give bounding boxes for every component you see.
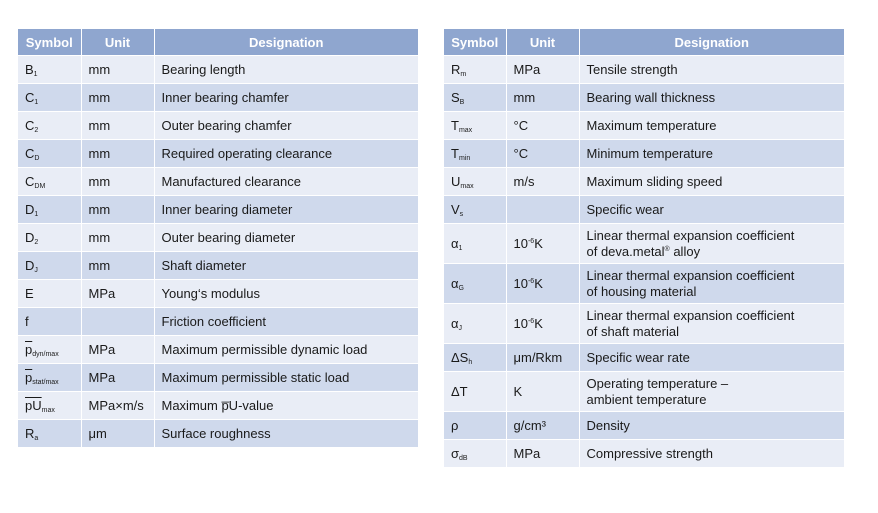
symbol-letter: U — [451, 173, 461, 189]
table-row — [444, 196, 844, 224]
symbol-letter: ΔS — [451, 349, 469, 365]
unit-text: μm/Rkm — [513, 349, 563, 365]
symbol-cell — [18, 140, 81, 168]
symbol-cell — [18, 84, 81, 112]
designation-cell — [154, 56, 418, 84]
symbol-subscript: max — [460, 182, 474, 190]
table-row — [444, 372, 844, 412]
symbol-subscript: a — [34, 434, 39, 442]
unit-cell — [506, 196, 579, 224]
designation-text: Linear thermal expansion coefficient — [586, 227, 795, 243]
table-row — [444, 56, 844, 84]
table-row — [18, 392, 418, 420]
designation-text: Density — [586, 417, 630, 433]
unit-cell — [81, 280, 154, 308]
designation-text: Minimum temperature — [586, 145, 713, 161]
designation-cell — [579, 344, 844, 372]
designation-text: Outer bearing chamfer — [161, 117, 292, 133]
symbol-letter: $\overline{pU}$ — [25, 397, 42, 413]
table-row — [444, 304, 844, 344]
designation-cell — [579, 412, 844, 440]
unit-cell — [81, 84, 154, 112]
symbol-subscript: 2 — [34, 238, 39, 246]
unit-text: mm — [88, 145, 111, 161]
designation-cell — [154, 364, 418, 392]
symbol-table-left — [18, 29, 418, 447]
designation-line2: of deva.metal — [586, 243, 665, 259]
designation-text: Outer bearing diameter — [161, 229, 296, 245]
designation-cell — [579, 112, 844, 140]
designation-cell — [579, 168, 844, 196]
unit-suffix: K — [534, 315, 543, 331]
designation-text: Young‘s modulus — [161, 285, 261, 301]
symbol-subscript: m — [460, 70, 467, 78]
designation-text: Manufactured clearance — [161, 173, 301, 189]
designation-cell — [579, 264, 844, 304]
symbol-subscript: D — [34, 154, 40, 162]
unit-cell — [81, 336, 154, 364]
designation-text: Specific wear — [586, 201, 664, 217]
designation-line2: of housing material — [586, 283, 697, 299]
symbol-cell — [444, 372, 506, 412]
symbol-cell — [18, 392, 81, 420]
symbol-subscript: max — [458, 126, 473, 134]
designation-text: Tensile strength — [586, 61, 678, 77]
designation-text: Surface roughness — [161, 425, 271, 441]
unit-text: μm — [88, 425, 107, 441]
symbol-cell — [444, 196, 506, 224]
unit-suffix: K — [534, 235, 543, 251]
unit-text: °C — [513, 145, 529, 161]
designation-cell — [579, 304, 844, 344]
table-header-row — [18, 29, 418, 56]
unit-cell — [81, 168, 154, 196]
unit-cell — [506, 224, 579, 264]
symbol-letter: D — [25, 201, 35, 217]
designation-cell — [579, 196, 844, 224]
header-symbol: Symbol — [444, 29, 506, 56]
symbol-letter: T — [451, 145, 459, 161]
table-row — [444, 344, 844, 372]
symbol-subscript: stat/max — [32, 378, 59, 386]
symbol-subscript: dyn/max — [32, 350, 59, 358]
unit-text: MPa — [88, 341, 116, 357]
table-header-row — [444, 29, 844, 56]
designation-line2: ambient temperature — [586, 391, 707, 407]
symbol-cell — [18, 168, 81, 196]
designation-cell — [579, 440, 844, 468]
unit-cell — [506, 168, 579, 196]
symbol-letter: E — [25, 285, 34, 301]
symbol-cell — [444, 84, 506, 112]
designation-text: Compressive strength — [586, 445, 713, 461]
symbol-subscript: 1 — [458, 244, 463, 252]
symbol-subscript: 1 — [33, 70, 38, 78]
designation-cell — [154, 392, 418, 420]
symbol-cell — [18, 224, 81, 252]
table-row — [444, 84, 844, 112]
symbol-cell — [444, 304, 506, 344]
designation-text: Operating temperature – — [586, 375, 729, 391]
designation-text: Required operating clearance — [161, 145, 333, 161]
symbol-letter: D — [25, 257, 35, 273]
unit-cell — [81, 308, 154, 336]
table-row — [444, 112, 844, 140]
symbol-letter: α — [451, 315, 459, 331]
symbol-cell — [444, 168, 506, 196]
unit-text: mm — [88, 229, 111, 245]
header-designation: Designation — [154, 29, 418, 56]
symbol-cell — [444, 140, 506, 168]
designation-text: Bearing wall thickness — [586, 89, 716, 105]
unit-cell — [506, 372, 579, 412]
designation-text: Specific wear rate — [586, 349, 690, 365]
symbol-letter: C — [25, 89, 35, 105]
header-unit: Unit — [81, 29, 154, 56]
designation-cell — [579, 224, 844, 264]
designation-cell — [579, 372, 844, 412]
unit-cell — [81, 140, 154, 168]
symbol-letter: R — [25, 425, 35, 441]
symbol-letter: S — [451, 89, 460, 105]
designation-cell — [154, 168, 418, 196]
unit-cell — [81, 224, 154, 252]
table-row — [18, 112, 418, 140]
designation-text: Bearing length — [161, 61, 246, 77]
unit-text: K — [513, 383, 523, 399]
symbol-cell — [444, 264, 506, 304]
table-row — [444, 412, 844, 440]
symbol-cell — [444, 412, 506, 440]
unit-cell — [506, 440, 579, 468]
header-symbol: Symbol — [18, 29, 81, 56]
table-row — [18, 420, 418, 448]
unit-cell — [506, 264, 579, 304]
unit-cell — [506, 344, 579, 372]
table-row — [18, 364, 418, 392]
designation-cell — [154, 84, 418, 112]
unit-text: °C — [513, 117, 529, 133]
table-row — [444, 168, 844, 196]
unit-cell — [81, 112, 154, 140]
designation-text: Inner bearing chamfer — [161, 89, 289, 105]
unit-cell — [506, 56, 579, 84]
symbol-cell — [18, 112, 81, 140]
symbol-cell — [18, 280, 81, 308]
designation-cell — [154, 140, 418, 168]
unit-text: MPa — [513, 445, 541, 461]
symbol-subscript: dB — [459, 454, 468, 462]
symbol-letter: $\overline{p}$ — [25, 369, 33, 385]
registered-mark: ® — [664, 245, 670, 253]
symbol-letter: B — [25, 61, 34, 77]
designation-cell — [154, 252, 418, 280]
symbol-letter: ρ — [451, 417, 459, 433]
symbol-subscript: 2 — [34, 126, 39, 134]
designation-cell — [579, 56, 844, 84]
designation-text: Linear thermal expansion coefficient — [586, 267, 795, 283]
unit-suffix: K — [534, 275, 543, 291]
designation-cell — [154, 336, 418, 364]
unit-text: 10 — [513, 315, 528, 331]
unit-text: 10 — [513, 275, 528, 291]
unit-text: mm — [88, 89, 111, 105]
table-row — [444, 264, 844, 304]
symbol-cell — [18, 336, 81, 364]
symbol-subscript: B — [459, 98, 465, 106]
symbol-cell — [444, 56, 506, 84]
designation-cell — [154, 280, 418, 308]
designation-cell — [579, 140, 844, 168]
unit-superscript: -6 — [527, 317, 535, 325]
symbol-letter: α — [451, 235, 459, 251]
symbol-subscript: min — [458, 154, 471, 162]
unit-cell — [81, 392, 154, 420]
unit-superscript: -6 — [527, 237, 535, 245]
designation-text: Shaft diameter — [161, 257, 247, 273]
table-row — [444, 224, 844, 264]
table-row — [18, 168, 418, 196]
symbol-letter: C — [25, 145, 35, 161]
designation-text: Maximum permissible dynamic load — [161, 341, 368, 357]
symbol-subscript: max — [41, 406, 55, 414]
unit-cell — [506, 112, 579, 140]
table-row — [18, 140, 418, 168]
unit-cell — [506, 412, 579, 440]
table-row — [18, 224, 418, 252]
table-row — [18, 308, 418, 336]
designation-cell — [154, 112, 418, 140]
table-row — [444, 140, 844, 168]
unit-text: 10 — [513, 235, 528, 251]
symbol-letter: R — [451, 61, 461, 77]
table-row — [18, 280, 418, 308]
unit-text: mm — [88, 201, 111, 217]
unit-text: g/cm³ — [513, 417, 546, 433]
unit-text: MPa — [88, 285, 116, 301]
symbol-cell — [18, 364, 81, 392]
symbol-letter: $\overline{p}$ — [25, 341, 33, 357]
header-designation: Designation — [579, 29, 844, 56]
symbol-subscript: s — [459, 210, 464, 218]
symbol-letter: T — [451, 117, 459, 133]
symbol-subscript: DM — [34, 182, 46, 190]
designation-cell — [154, 196, 418, 224]
unit-text: mm — [88, 257, 111, 273]
designation-text: Maximum permissible static load — [161, 369, 350, 385]
designation-line2-suffix: alloy — [669, 243, 701, 259]
unit-text: mm — [88, 173, 111, 189]
table-row — [18, 252, 418, 280]
unit-text: mm — [513, 89, 536, 105]
unit-cell — [81, 364, 154, 392]
designation-cell — [154, 224, 418, 252]
table-row — [444, 440, 844, 468]
unit-cell — [81, 252, 154, 280]
symbol-letter: D — [25, 229, 35, 245]
header-unit: Unit — [506, 29, 579, 56]
designation-text: Maximum sliding speed — [586, 173, 723, 189]
symbol-cell — [18, 196, 81, 224]
designation-cell — [579, 84, 844, 112]
table-row — [18, 56, 418, 84]
designation-cell — [154, 420, 418, 448]
symbol-cell — [444, 112, 506, 140]
unit-cell — [506, 84, 579, 112]
symbol-cell — [18, 252, 81, 280]
unit-cell — [506, 140, 579, 168]
symbol-subscript: h — [468, 358, 473, 366]
symbol-cell — [18, 56, 81, 84]
designation-cell — [154, 308, 418, 336]
designation-line2: of shaft material — [586, 323, 679, 339]
symbol-subscript: 1 — [34, 98, 39, 106]
unit-text: MPa — [88, 369, 116, 385]
symbol-letter: f — [25, 313, 29, 329]
unit-text: MPa — [513, 61, 541, 77]
designation-text: Maximum p̅U-value — [161, 397, 274, 413]
symbol-subscript: J — [34, 266, 38, 274]
unit-cell — [81, 196, 154, 224]
symbol-cell — [444, 344, 506, 372]
symbol-letter: ΔT — [451, 383, 468, 399]
table-row — [18, 336, 418, 364]
designation-text: Linear thermal expansion coefficient — [586, 307, 795, 323]
symbol-cell — [444, 224, 506, 264]
designation-text: Maximum temperature — [586, 117, 717, 133]
symbol-letter: σ — [451, 445, 460, 461]
symbol-letter: C — [25, 117, 35, 133]
symbol-cell — [18, 308, 81, 336]
symbol-letter: α — [451, 275, 459, 291]
symbol-table-right — [444, 29, 844, 467]
unit-cell — [81, 56, 154, 84]
unit-cell — [506, 304, 579, 344]
table-row — [18, 196, 418, 224]
symbol-letter: V — [451, 201, 460, 217]
designation-text: Friction coefficient — [161, 313, 267, 329]
symbol-letter: C — [25, 173, 35, 189]
unit-text: mm — [88, 117, 111, 133]
unit-superscript: -6 — [527, 277, 535, 285]
symbol-subscript: J — [458, 324, 463, 332]
unit-text: m/s — [513, 173, 535, 189]
designation-text: Inner bearing diameter — [161, 201, 293, 217]
unit-cell — [81, 420, 154, 448]
unit-text: mm — [88, 61, 111, 77]
symbol-subscript: G — [458, 284, 464, 292]
table-row — [18, 84, 418, 112]
symbol-cell — [18, 420, 81, 448]
unit-text: MPa×m/s — [88, 397, 144, 413]
symbol-cell — [444, 440, 506, 468]
symbol-subscript: 1 — [34, 210, 39, 218]
